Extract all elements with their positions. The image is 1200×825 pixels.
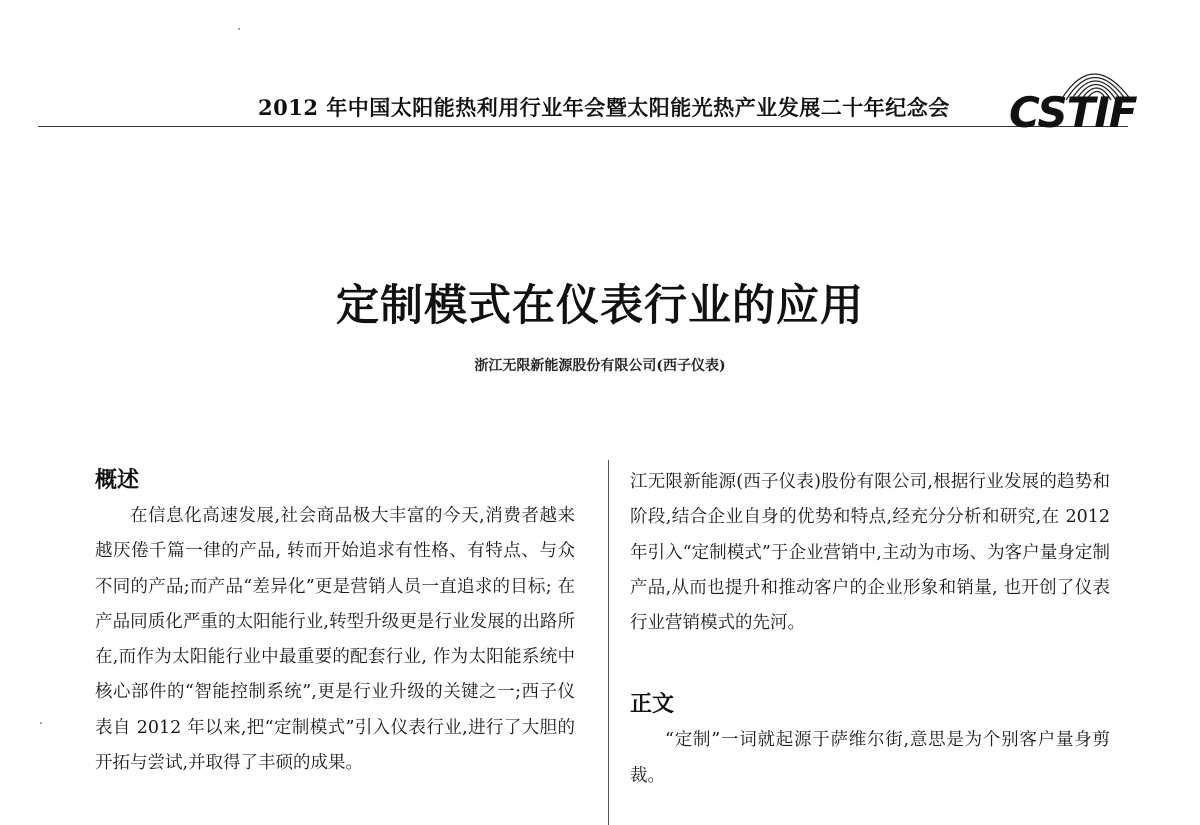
scan-speck [40, 722, 42, 724]
section-heading-body: 正文 [630, 691, 675, 718]
overview-continued-paragraph: 江无限新能源(西子仪表)股份有限公司,根据行业发展的趋势和阶段,结合企业自身的优势和特点,经充分分析和研究,在 2012 年引入“定制模式”于企业营销中,主动为市场、为客户量身定制产品,从而也提升和推动客户的企业形象和销量, 也开创了仪表行业营销模式的先河。 [630, 472, 1110, 634]
section-heading-overview: 概述 [95, 467, 140, 493]
paper-author: 浙江无限新能源股份有限公司(西子仪表) [474, 358, 726, 374]
right-column [630, 465, 1110, 794]
conference-header: 2012 年中国太阳能热利用行业年会暨太阳能光热产业发展二十年纪念会 [258, 95, 950, 120]
cstif-logo [1003, 50, 1135, 140]
body-paragraph: “定制”一词就起源于萨维尔街,意思是为个别客户量身剪裁。 [630, 730, 1110, 786]
overview-paragraph: 在信息化高速发展,社会商品极大丰富的今天,消费者越来越厌倦千篇一律的产品, 转而开始追求有性格、有特点、与众不同的产品;而产品“差异化”更是营销人员一直追求的目标; 在产品同质化严重的太阳能行业,转型升级更是行业发展的出路所在,而作为太阳能行业中最重要的配套行业, 作为太阳能系统中核心部件的“智能控制系统”,更是行业升级的关键之一;西子仪表自 2012 年以来,把“定制模式”引入仪表行业,进行了大胆的开拓与尝试,并取得了丰硕的成果。 [95, 506, 575, 774]
header-rule [38, 126, 1128, 127]
left-column [95, 465, 575, 781]
paper-title: 定制模式在仪表行业的应用 [336, 281, 864, 331]
scan-speck [238, 28, 240, 30]
column-divider [608, 460, 609, 825]
logo-text: CSTIF [1009, 88, 1137, 137]
